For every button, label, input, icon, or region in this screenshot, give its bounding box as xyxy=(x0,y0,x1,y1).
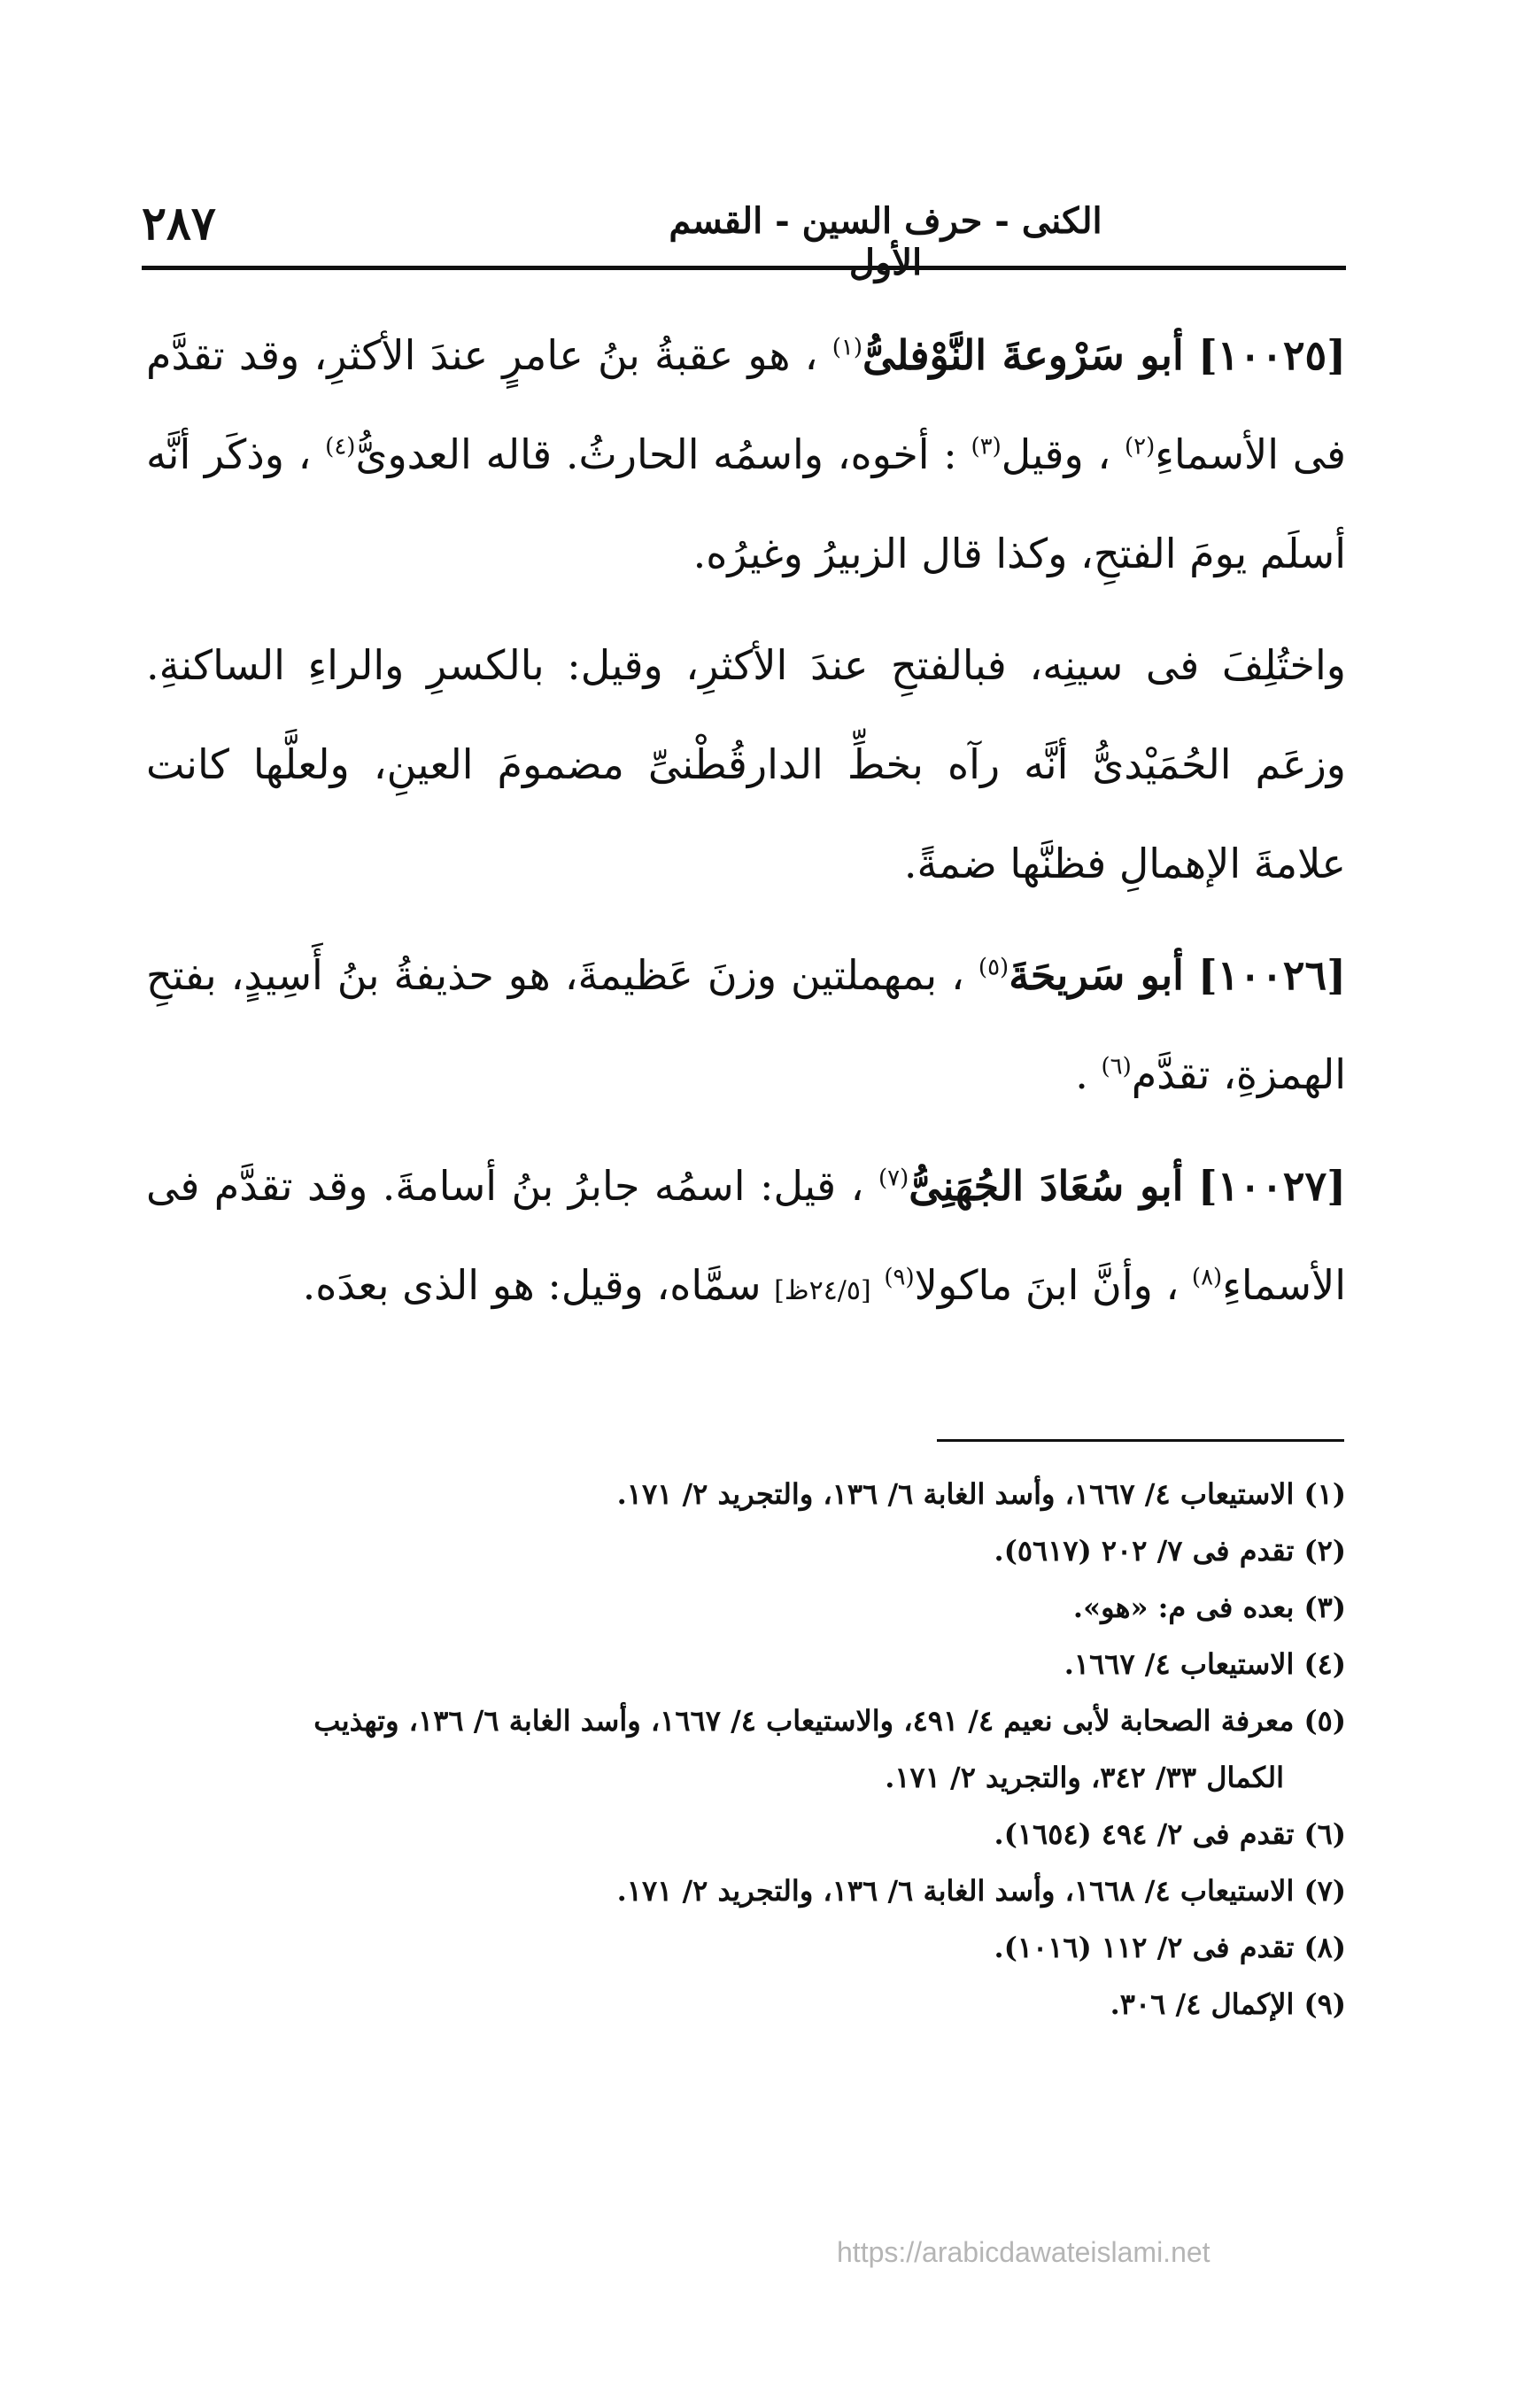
entry-text: ، وأنَّ ابنَ ماكولا xyxy=(914,1261,1180,1309)
footnote-ref: (٩) xyxy=(884,1264,915,1291)
entry-name: أبو سَرْوعةَ النَّوْفلىُّ xyxy=(862,331,1184,379)
entry-text: ، قيل: اسمُه جابرُ بنُ أسامةَ. وقد تقدَّم فى الأسماءِ xyxy=(146,1162,1346,1309)
footnote-ref: (٢) xyxy=(1124,433,1156,461)
footnotes xyxy=(146,1466,1346,2032)
entry-text: ، وقيل xyxy=(1001,430,1111,478)
footnote-rule xyxy=(937,1439,1344,1442)
entry-text: ، بمهملتين وزنَ عَظيمةَ، هو حذيفةُ بنُ أَسِيدٍ، بفتحِ الهمزةِ، تقدَّم xyxy=(146,951,1346,1098)
footnote-ref: (٨) xyxy=(1191,1264,1223,1291)
entry-text: ، هو عقبةُ بنُ عامرٍ عندَ الأكثرِ، وقد تقدَّم فى الأسماءِ xyxy=(146,331,1347,478)
entry-text: سمَّاه، وقيل: هو الذى بعدَه. xyxy=(302,1261,762,1309)
footnote-3: (٣) بعده فى م: «هو». xyxy=(1072,1591,1346,1624)
footnote-7: (٧) الاستيعاب ٤/ ١٦٦٨، وأسد الغابة ٦/ ١٣٦، والتجريد ٢/ ١٧١. xyxy=(616,1874,1346,1908)
footnote-4: (٤) الاستيعاب ٤/ ١٦٦٧. xyxy=(1064,1647,1346,1681)
entry-name: أبو سُعَادَ الجُهَنِىُّ xyxy=(909,1162,1184,1210)
entry-number: [١٠٠٢٦] xyxy=(1197,951,1346,999)
watermark-url: https://arabicdawateislami.net xyxy=(837,2236,1210,2268)
entry-10025 xyxy=(146,306,1346,603)
footnote-ref: (٤) xyxy=(325,433,356,461)
footnote-ref: (١) xyxy=(831,334,862,361)
footnote-8: (٨) تقدم فى ٢/ ١١٢ (١٠١٦). xyxy=(994,1931,1346,1964)
footnote-1: (١) الاستيعاب ٤/ ١٦٦٧، وأسد الغابة ٦/ ١٣٦، والتجريد ٢/ ١٧١. xyxy=(616,1477,1346,1511)
running-title: الكنى - حرف السين - القسم الأول xyxy=(669,200,1102,283)
page-number: ٢٨٧ xyxy=(142,197,216,251)
header-rule xyxy=(142,266,1346,270)
entry-10026 xyxy=(146,925,1346,1124)
footnote-9: (٩) الإكمال ٤/ ٣٠٦. xyxy=(1110,1987,1346,2021)
footnote-2: (٢) تقدم فى ٧/ ٢٠٢ (٥٦١٧). xyxy=(994,1534,1346,1568)
footnote-ref: (٥) xyxy=(978,954,1009,981)
entry-text: . xyxy=(1075,1050,1088,1098)
page-header xyxy=(142,186,1346,283)
footnote-5: (٥) معرفة الصحابة لأبى نعيم ٤/ ٤٩١، والاستيعاب ٤/ ١٦٦٧، وأسد الغابة ٦/ ١٣٦، وتهذيب xyxy=(313,1704,1346,1738)
entry-number: [١٠٠٢٧] xyxy=(1197,1162,1346,1210)
entry-name: أبو سَريحَةَ xyxy=(1009,951,1184,999)
entry-text: ، وذكَر أنَّه أسلَم يومَ الفتحِ، وكذا قال الزبيرُ وغيرُه. xyxy=(146,430,1346,577)
entry-number: [١٠٠٢٥] xyxy=(1197,331,1347,379)
manuscript-folio-marker: [٢٤/٥ظ] xyxy=(774,1275,871,1306)
footnote-ref: (٦) xyxy=(1101,1053,1132,1080)
main-text xyxy=(146,306,1346,1353)
footnote-ref: (٧) xyxy=(878,1165,909,1192)
paragraph-commentary: واختُلِفَ فى سينِه، فبالفتحِ عندَ الأكثرِ، وقيل: بالكسرِ والراءِ الساكنةِ. وزعَم الحُمَيْدىُّ أنَّه رآه بخطِّ الدارقُطْنىِّ مضمومَ العينِ، ولعلَّها كانت علامةَ الإهمالِ فظنَّها ضمةً. xyxy=(146,641,1346,887)
footnote-ref: (٣) xyxy=(971,433,1002,461)
entry-text: : أخوه، واسمُه الحارثُ. قاله العدوىُّ xyxy=(355,430,957,478)
footnote-6: (٦) تقدم فى ٢/ ٤٩٤ (١٦٥٤). xyxy=(994,1817,1346,1851)
footnote-5-continuation: الكمال ٣٣/ ٣٤٢، والتجريد ٢/ ١٧١. xyxy=(885,1761,1284,1794)
entry-10027 xyxy=(146,1136,1346,1341)
